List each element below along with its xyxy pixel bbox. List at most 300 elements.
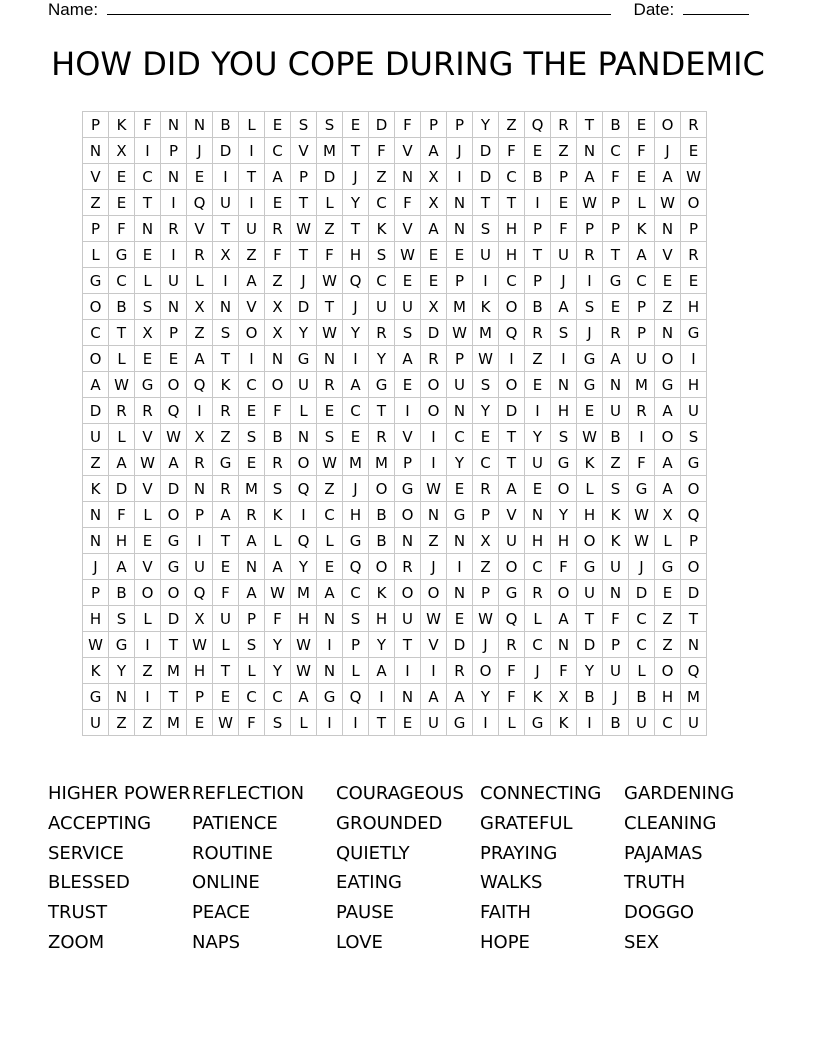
grid-cell[interactable]: W — [213, 710, 239, 736]
grid-cell[interactable]: D — [83, 398, 109, 424]
grid-cell[interactable]: G — [109, 632, 135, 658]
grid-cell[interactable]: B — [629, 684, 655, 710]
grid-cell[interactable]: H — [187, 658, 213, 684]
grid-cell[interactable]: A — [551, 606, 577, 632]
grid-cell[interactable]: G — [395, 476, 421, 502]
grid-cell[interactable]: N — [161, 294, 187, 320]
grid-cell[interactable]: D — [291, 294, 317, 320]
grid-cell[interactable]: C — [629, 632, 655, 658]
grid-cell[interactable]: I — [187, 398, 213, 424]
grid-cell[interactable]: Y — [473, 112, 499, 138]
grid-cell[interactable]: S — [317, 424, 343, 450]
grid-cell[interactable]: I — [447, 164, 473, 190]
grid-cell[interactable]: B — [577, 684, 603, 710]
grid-cell[interactable]: F — [499, 684, 525, 710]
grid-cell[interactable]: E — [525, 138, 551, 164]
grid-cell[interactable]: U — [83, 710, 109, 736]
grid-cell[interactable]: L — [499, 710, 525, 736]
grid-cell[interactable]: L — [109, 346, 135, 372]
grid-cell[interactable]: J — [525, 658, 551, 684]
grid-cell[interactable]: H — [525, 528, 551, 554]
grid-cell[interactable]: D — [213, 138, 239, 164]
grid-cell[interactable]: K — [109, 112, 135, 138]
grid-cell[interactable]: L — [135, 502, 161, 528]
grid-cell[interactable]: D — [447, 632, 473, 658]
grid-cell[interactable]: D — [161, 476, 187, 502]
grid-cell[interactable]: Z — [317, 476, 343, 502]
grid-cell[interactable]: P — [447, 268, 473, 294]
grid-cell[interactable]: R — [187, 450, 213, 476]
grid-cell[interactable]: N — [525, 502, 551, 528]
grid-cell[interactable]: P — [343, 632, 369, 658]
grid-cell[interactable]: H — [655, 684, 681, 710]
grid-cell[interactable]: A — [239, 580, 265, 606]
grid-cell[interactable]: O — [161, 502, 187, 528]
grid-cell[interactable]: U — [525, 450, 551, 476]
grid-cell[interactable]: J — [447, 138, 473, 164]
grid-cell[interactable]: Y — [473, 684, 499, 710]
grid-cell[interactable]: C — [343, 580, 369, 606]
grid-cell[interactable]: Q — [499, 320, 525, 346]
grid-cell[interactable]: P — [83, 216, 109, 242]
grid-cell[interactable]: A — [577, 164, 603, 190]
grid-cell[interactable]: E — [213, 554, 239, 580]
grid-cell[interactable]: I — [421, 658, 447, 684]
grid-cell[interactable]: I — [395, 398, 421, 424]
grid-cell[interactable]: D — [681, 580, 707, 606]
grid-cell[interactable]: G — [369, 372, 395, 398]
grid-cell[interactable]: T — [499, 190, 525, 216]
grid-cell[interactable]: Z — [135, 658, 161, 684]
grid-cell[interactable]: I — [135, 684, 161, 710]
grid-cell[interactable]: Q — [343, 554, 369, 580]
grid-cell[interactable]: E — [447, 606, 473, 632]
grid-cell[interactable]: R — [239, 502, 265, 528]
grid-cell[interactable]: Z — [265, 268, 291, 294]
grid-cell[interactable]: G — [577, 346, 603, 372]
grid-cell[interactable]: Z — [135, 710, 161, 736]
grid-cell[interactable]: O — [161, 580, 187, 606]
grid-cell[interactable]: A — [343, 372, 369, 398]
grid-cell[interactable]: W — [421, 606, 447, 632]
grid-cell[interactable]: R — [681, 242, 707, 268]
grid-cell[interactable]: Y — [551, 502, 577, 528]
grid-cell[interactable]: W — [473, 606, 499, 632]
grid-cell[interactable]: O — [421, 372, 447, 398]
grid-cell[interactable]: E — [447, 242, 473, 268]
grid-cell[interactable]: K — [83, 476, 109, 502]
grid-cell[interactable]: W — [681, 164, 707, 190]
grid-cell[interactable]: A — [291, 684, 317, 710]
grid-cell[interactable]: V — [83, 164, 109, 190]
grid-cell[interactable]: E — [317, 554, 343, 580]
grid-cell[interactable]: Y — [109, 658, 135, 684]
grid-cell[interactable]: S — [551, 424, 577, 450]
grid-cell[interactable]: Z — [499, 112, 525, 138]
grid-cell[interactable]: A — [83, 372, 109, 398]
grid-cell[interactable]: Z — [213, 424, 239, 450]
grid-cell[interactable]: G — [551, 450, 577, 476]
grid-cell[interactable]: U — [629, 346, 655, 372]
grid-cell[interactable]: I — [473, 268, 499, 294]
grid-cell[interactable]: S — [577, 294, 603, 320]
grid-cell[interactable]: G — [291, 346, 317, 372]
grid-cell[interactable]: P — [577, 216, 603, 242]
grid-cell[interactable]: T — [161, 684, 187, 710]
grid-cell[interactable]: T — [499, 450, 525, 476]
grid-cell[interactable]: I — [317, 710, 343, 736]
grid-cell[interactable]: M — [161, 710, 187, 736]
grid-cell[interactable]: Y — [343, 190, 369, 216]
grid-cell[interactable]: E — [603, 294, 629, 320]
grid-cell[interactable]: L — [577, 476, 603, 502]
grid-cell[interactable]: T — [109, 320, 135, 346]
grid-cell[interactable]: D — [369, 112, 395, 138]
grid-cell[interactable]: R — [577, 242, 603, 268]
grid-cell[interactable]: E — [681, 138, 707, 164]
grid-cell[interactable]: O — [655, 424, 681, 450]
grid-cell[interactable]: N — [187, 476, 213, 502]
grid-cell[interactable]: V — [135, 554, 161, 580]
grid-cell[interactable]: J — [291, 268, 317, 294]
grid-cell[interactable]: T — [343, 216, 369, 242]
grid-cell[interactable]: G — [603, 268, 629, 294]
grid-cell[interactable]: I — [161, 190, 187, 216]
grid-cell[interactable]: M — [317, 138, 343, 164]
grid-cell[interactable]: A — [655, 164, 681, 190]
grid-cell[interactable]: F — [499, 658, 525, 684]
grid-cell[interactable]: T — [161, 632, 187, 658]
grid-cell[interactable]: Z — [473, 554, 499, 580]
grid-cell[interactable]: U — [213, 606, 239, 632]
grid-cell[interactable]: Z — [655, 294, 681, 320]
grid-cell[interactable]: N — [239, 554, 265, 580]
grid-cell[interactable]: Z — [83, 450, 109, 476]
grid-cell[interactable]: F — [369, 138, 395, 164]
grid-cell[interactable]: E — [629, 164, 655, 190]
grid-cell[interactable]: G — [109, 242, 135, 268]
grid-cell[interactable]: Y — [473, 398, 499, 424]
grid-cell[interactable]: N — [655, 216, 681, 242]
grid-cell[interactable]: U — [239, 216, 265, 242]
grid-cell[interactable]: N — [83, 502, 109, 528]
grid-cell[interactable]: C — [109, 268, 135, 294]
grid-cell[interactable]: I — [239, 190, 265, 216]
grid-cell[interactable]: F — [395, 190, 421, 216]
grid-cell[interactable]: P — [421, 112, 447, 138]
grid-cell[interactable]: P — [291, 164, 317, 190]
grid-cell[interactable]: S — [603, 476, 629, 502]
grid-cell[interactable]: G — [83, 268, 109, 294]
grid-cell[interactable]: R — [551, 112, 577, 138]
grid-cell[interactable]: L — [135, 606, 161, 632]
grid-cell[interactable]: V — [239, 294, 265, 320]
grid-cell[interactable]: M — [473, 320, 499, 346]
grid-cell[interactable]: U — [681, 398, 707, 424]
grid-cell[interactable]: T — [317, 294, 343, 320]
grid-cell[interactable]: Q — [161, 398, 187, 424]
grid-cell[interactable]: E — [421, 242, 447, 268]
grid-cell[interactable]: P — [239, 606, 265, 632]
grid-cell[interactable]: S — [213, 320, 239, 346]
grid-cell[interactable]: N — [447, 398, 473, 424]
grid-cell[interactable]: O — [421, 398, 447, 424]
grid-cell[interactable]: L — [317, 528, 343, 554]
grid-cell[interactable]: B — [525, 164, 551, 190]
grid-cell[interactable]: R — [161, 216, 187, 242]
grid-cell[interactable]: E — [213, 684, 239, 710]
grid-cell[interactable]: T — [499, 424, 525, 450]
grid-cell[interactable]: Q — [187, 190, 213, 216]
grid-cell[interactable]: T — [135, 190, 161, 216]
grid-cell[interactable]: H — [551, 398, 577, 424]
grid-cell[interactable]: R — [525, 580, 551, 606]
grid-cell[interactable]: A — [499, 476, 525, 502]
grid-cell[interactable]: P — [447, 346, 473, 372]
grid-cell[interactable]: N — [681, 632, 707, 658]
grid-cell[interactable]: W — [577, 424, 603, 450]
grid-cell[interactable]: U — [395, 294, 421, 320]
grid-cell[interactable]: E — [135, 242, 161, 268]
grid-cell[interactable]: U — [291, 372, 317, 398]
grid-cell[interactable]: I — [681, 346, 707, 372]
grid-cell[interactable]: G — [213, 450, 239, 476]
grid-cell[interactable]: Q — [291, 476, 317, 502]
grid-cell[interactable]: N — [395, 528, 421, 554]
grid-cell[interactable]: L — [655, 528, 681, 554]
grid-cell[interactable]: U — [577, 580, 603, 606]
grid-cell[interactable]: I — [369, 684, 395, 710]
grid-cell[interactable]: K — [525, 684, 551, 710]
grid-cell[interactable]: G — [447, 502, 473, 528]
grid-cell[interactable]: A — [655, 450, 681, 476]
grid-cell[interactable]: H — [343, 502, 369, 528]
grid-cell[interactable]: T — [473, 190, 499, 216]
grid-cell[interactable]: S — [317, 112, 343, 138]
grid-cell[interactable]: A — [603, 346, 629, 372]
grid-cell[interactable]: X — [551, 684, 577, 710]
grid-cell[interactable]: U — [603, 554, 629, 580]
grid-cell[interactable]: K — [369, 216, 395, 242]
grid-cell[interactable]: R — [213, 398, 239, 424]
grid-cell[interactable]: X — [187, 424, 213, 450]
grid-cell[interactable]: L — [187, 268, 213, 294]
grid-cell[interactable]: A — [421, 216, 447, 242]
grid-cell[interactable]: E — [265, 112, 291, 138]
grid-cell[interactable]: A — [239, 268, 265, 294]
grid-cell[interactable]: D — [629, 580, 655, 606]
grid-cell[interactable]: O — [135, 580, 161, 606]
grid-cell[interactable]: B — [525, 294, 551, 320]
grid-cell[interactable]: R — [187, 242, 213, 268]
grid-cell[interactable]: E — [629, 112, 655, 138]
grid-cell[interactable]: U — [83, 424, 109, 450]
grid-cell[interactable]: F — [499, 138, 525, 164]
grid-cell[interactable]: O — [265, 372, 291, 398]
grid-cell[interactable]: O — [499, 372, 525, 398]
grid-cell[interactable]: P — [83, 112, 109, 138]
grid-cell[interactable]: C — [343, 398, 369, 424]
grid-cell[interactable]: X — [187, 606, 213, 632]
grid-cell[interactable]: S — [681, 424, 707, 450]
grid-cell[interactable]: P — [187, 684, 213, 710]
grid-cell[interactable]: X — [265, 294, 291, 320]
grid-cell[interactable]: W — [395, 242, 421, 268]
grid-cell[interactable]: I — [421, 424, 447, 450]
grid-cell[interactable]: C — [369, 268, 395, 294]
grid-cell[interactable]: J — [577, 320, 603, 346]
grid-cell[interactable]: I — [525, 398, 551, 424]
grid-cell[interactable]: M — [291, 580, 317, 606]
grid-cell[interactable]: K — [473, 294, 499, 320]
grid-cell[interactable]: C — [629, 268, 655, 294]
grid-cell[interactable]: F — [395, 112, 421, 138]
grid-cell[interactable]: I — [629, 424, 655, 450]
grid-cell[interactable]: M — [343, 450, 369, 476]
grid-cell[interactable]: U — [187, 554, 213, 580]
grid-cell[interactable]: O — [551, 580, 577, 606]
grid-cell[interactable]: F — [603, 164, 629, 190]
grid-cell[interactable]: D — [161, 606, 187, 632]
grid-cell[interactable]: D — [473, 138, 499, 164]
grid-cell[interactable]: R — [317, 372, 343, 398]
grid-cell[interactable]: U — [473, 242, 499, 268]
grid-cell[interactable]: R — [499, 632, 525, 658]
grid-cell[interactable]: N — [447, 190, 473, 216]
grid-cell[interactable]: Q — [187, 372, 213, 398]
grid-cell[interactable]: W — [473, 346, 499, 372]
grid-cell[interactable]: Q — [681, 502, 707, 528]
grid-cell[interactable]: C — [499, 164, 525, 190]
grid-cell[interactable]: P — [447, 112, 473, 138]
grid-cell[interactable]: G — [577, 372, 603, 398]
grid-cell[interactable]: W — [135, 450, 161, 476]
grid-cell[interactable]: Z — [655, 632, 681, 658]
grid-cell[interactable]: O — [291, 450, 317, 476]
grid-cell[interactable]: T — [213, 346, 239, 372]
grid-cell[interactable]: G — [135, 372, 161, 398]
grid-cell[interactable]: C — [135, 164, 161, 190]
grid-cell[interactable]: F — [135, 112, 161, 138]
grid-cell[interactable]: E — [135, 346, 161, 372]
grid-cell[interactable]: V — [499, 502, 525, 528]
grid-cell[interactable]: A — [369, 658, 395, 684]
grid-cell[interactable]: W — [317, 268, 343, 294]
grid-cell[interactable]: E — [317, 398, 343, 424]
grid-cell[interactable]: E — [239, 398, 265, 424]
grid-cell[interactable]: A — [317, 580, 343, 606]
grid-cell[interactable]: J — [421, 554, 447, 580]
grid-cell[interactable]: E — [109, 164, 135, 190]
grid-cell[interactable]: W — [291, 632, 317, 658]
grid-cell[interactable]: X — [265, 320, 291, 346]
grid-cell[interactable]: N — [317, 346, 343, 372]
grid-cell[interactable]: J — [343, 164, 369, 190]
grid-cell[interactable]: Y — [343, 320, 369, 346]
grid-cell[interactable]: N — [577, 138, 603, 164]
grid-cell[interactable]: D — [421, 320, 447, 346]
grid-cell[interactable]: Y — [291, 320, 317, 346]
grid-cell[interactable]: P — [681, 528, 707, 554]
grid-cell[interactable]: A — [213, 502, 239, 528]
grid-cell[interactable]: P — [629, 294, 655, 320]
grid-cell[interactable]: F — [629, 450, 655, 476]
grid-cell[interactable]: I — [577, 710, 603, 736]
grid-cell[interactable]: E — [525, 372, 551, 398]
grid-cell[interactable]: I — [135, 138, 161, 164]
grid-cell[interactable]: P — [83, 580, 109, 606]
grid-cell[interactable]: S — [109, 606, 135, 632]
grid-cell[interactable]: P — [395, 450, 421, 476]
grid-cell[interactable]: C — [265, 684, 291, 710]
grid-cell[interactable]: Q — [187, 580, 213, 606]
grid-cell[interactable]: A — [551, 294, 577, 320]
grid-cell[interactable]: J — [629, 554, 655, 580]
grid-cell[interactable]: R — [265, 450, 291, 476]
grid-cell[interactable]: N — [83, 138, 109, 164]
grid-cell[interactable]: F — [265, 606, 291, 632]
grid-cell[interactable]: S — [265, 476, 291, 502]
grid-cell[interactable]: C — [499, 268, 525, 294]
grid-cell[interactable]: W — [447, 320, 473, 346]
grid-cell[interactable]: E — [473, 424, 499, 450]
grid-cell[interactable]: U — [551, 242, 577, 268]
grid-cell[interactable]: I — [525, 190, 551, 216]
grid-cell[interactable]: K — [83, 658, 109, 684]
grid-cell[interactable]: B — [213, 112, 239, 138]
grid-cell[interactable]: P — [525, 268, 551, 294]
grid-cell[interactable]: C — [447, 424, 473, 450]
grid-cell[interactable]: N — [83, 528, 109, 554]
grid-cell[interactable]: L — [109, 424, 135, 450]
grid-cell[interactable]: E — [343, 112, 369, 138]
grid-cell[interactable]: C — [83, 320, 109, 346]
grid-cell[interactable]: E — [265, 190, 291, 216]
grid-cell[interactable]: Y — [447, 450, 473, 476]
grid-cell[interactable]: S — [473, 372, 499, 398]
grid-cell[interactable]: C — [655, 710, 681, 736]
grid-cell[interactable]: C — [473, 450, 499, 476]
grid-cell[interactable]: I — [161, 242, 187, 268]
grid-cell[interactable]: S — [239, 632, 265, 658]
grid-cell[interactable]: O — [551, 476, 577, 502]
grid-cell[interactable]: C — [603, 138, 629, 164]
grid-cell[interactable]: E — [577, 398, 603, 424]
grid-cell[interactable]: N — [421, 502, 447, 528]
grid-cell[interactable]: A — [655, 398, 681, 424]
grid-cell[interactable]: Q — [343, 684, 369, 710]
grid-cell[interactable]: G — [629, 476, 655, 502]
grid-cell[interactable]: V — [291, 138, 317, 164]
grid-cell[interactable]: Z — [655, 606, 681, 632]
grid-cell[interactable]: E — [161, 346, 187, 372]
grid-cell[interactable]: A — [109, 450, 135, 476]
grid-cell[interactable]: I — [499, 346, 525, 372]
grid-cell[interactable]: G — [161, 528, 187, 554]
grid-cell[interactable]: I — [395, 658, 421, 684]
grid-cell[interactable]: A — [265, 554, 291, 580]
grid-cell[interactable]: A — [187, 346, 213, 372]
grid-cell[interactable]: P — [187, 502, 213, 528]
grid-cell[interactable]: S — [239, 424, 265, 450]
grid-cell[interactable]: O — [83, 294, 109, 320]
grid-cell[interactable]: E — [239, 450, 265, 476]
grid-cell[interactable]: X — [187, 294, 213, 320]
grid-cell[interactable]: T — [239, 164, 265, 190]
grid-cell[interactable]: U — [421, 710, 447, 736]
grid-cell[interactable]: P — [551, 164, 577, 190]
grid-cell[interactable]: X — [421, 190, 447, 216]
